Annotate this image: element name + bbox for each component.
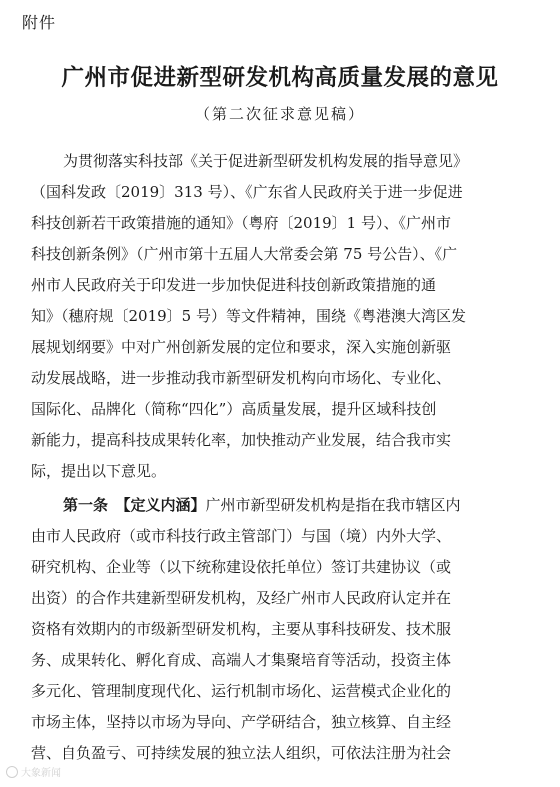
article-1-heading: 第一条 【定义内涵】: [63, 496, 206, 514]
paragraph-1-line: 际，提出以下意见。: [31, 462, 167, 480]
document-title: 广州市促进新型研发机构高质量发展的意见: [61, 65, 499, 91]
paragraph-1-line: （国科发政〔2019〕313 号）、《广东省人民政府关于进一步促进: [31, 183, 463, 201]
paragraph-1-line: 为贯彻落实科技部《关于促进新型研发机构发展的指导意见》: [63, 152, 469, 170]
paragraph-1-line: 新能力，提高科技成果转化率，加快推动产业发展，结合我市实: [31, 431, 452, 449]
watermark-text: 大象新闻: [21, 768, 61, 779]
paragraph-1-line: 展规划纲要》中对广州创新发展的定位和要求，深入实施创新驱: [31, 338, 452, 356]
article-1-line: 市场主体，坚持以市场为导向、产学研结合，独立核算、自主经: [31, 713, 452, 731]
article-1-line: 资格有效期内的市级新型研发机构，主要从事科技研发、技术服: [31, 620, 452, 638]
paragraph-1-line: 科技创新若干政策措施的通知》（粤府〔2019〕1 号）、《广州市: [31, 214, 451, 232]
paragraph-1-line: 州市人民政府关于印发进一步加快促进科技创新政策措施的通: [31, 276, 437, 294]
attachment-label: 附件: [22, 13, 57, 32]
article-1-line: 务、成果转化、孵化育成、高端人才集聚培育等活动，投资主体: [31, 651, 452, 669]
article-1-line: 出资）的合作共建新型研发机构，及经广州市人民政府认定并在: [31, 589, 452, 607]
paragraph-1-line: 国际化、品牌化（简称“四化”）高质量发展，提升区域科技创: [31, 400, 437, 418]
article-1-first-line-text: 广州市新型研发机构是指在我市辖区内: [205, 496, 461, 514]
watermark-logo-icon: [6, 766, 18, 778]
paragraph-1-line: 动发展战略，进一步推动我市新型研发机构向市场化、专业化、: [31, 369, 452, 387]
watermark: [6, 764, 61, 779]
article-1-first-line: [63, 494, 537, 515]
article-1-line: 由市人民政府（或市科技行政主管部门）与国（境）内外大学、: [31, 527, 452, 545]
paragraph-1-line: 科技创新条例》（广州市第十五届人大常委会第 75 号公告）、《广: [31, 245, 458, 263]
paragraph-1-line: 知》（穗府规〔2019〕5 号）等文件精神，围绕《粤港澳大湾区发: [31, 307, 466, 325]
article-1-line: 多元化、管理制度现代化、运行机制市场化、运营模式企业化的: [31, 682, 452, 700]
document-subtitle: （第二次征求意见稿）: [194, 105, 365, 123]
article-1-line: 营、自负盈亏、可持续发展的独立法人组织，可依法注册为社会: [31, 744, 452, 762]
article-1-line: 研究机构、企业等（以下统称建设依托单位）签订共建协议（或: [31, 558, 452, 576]
